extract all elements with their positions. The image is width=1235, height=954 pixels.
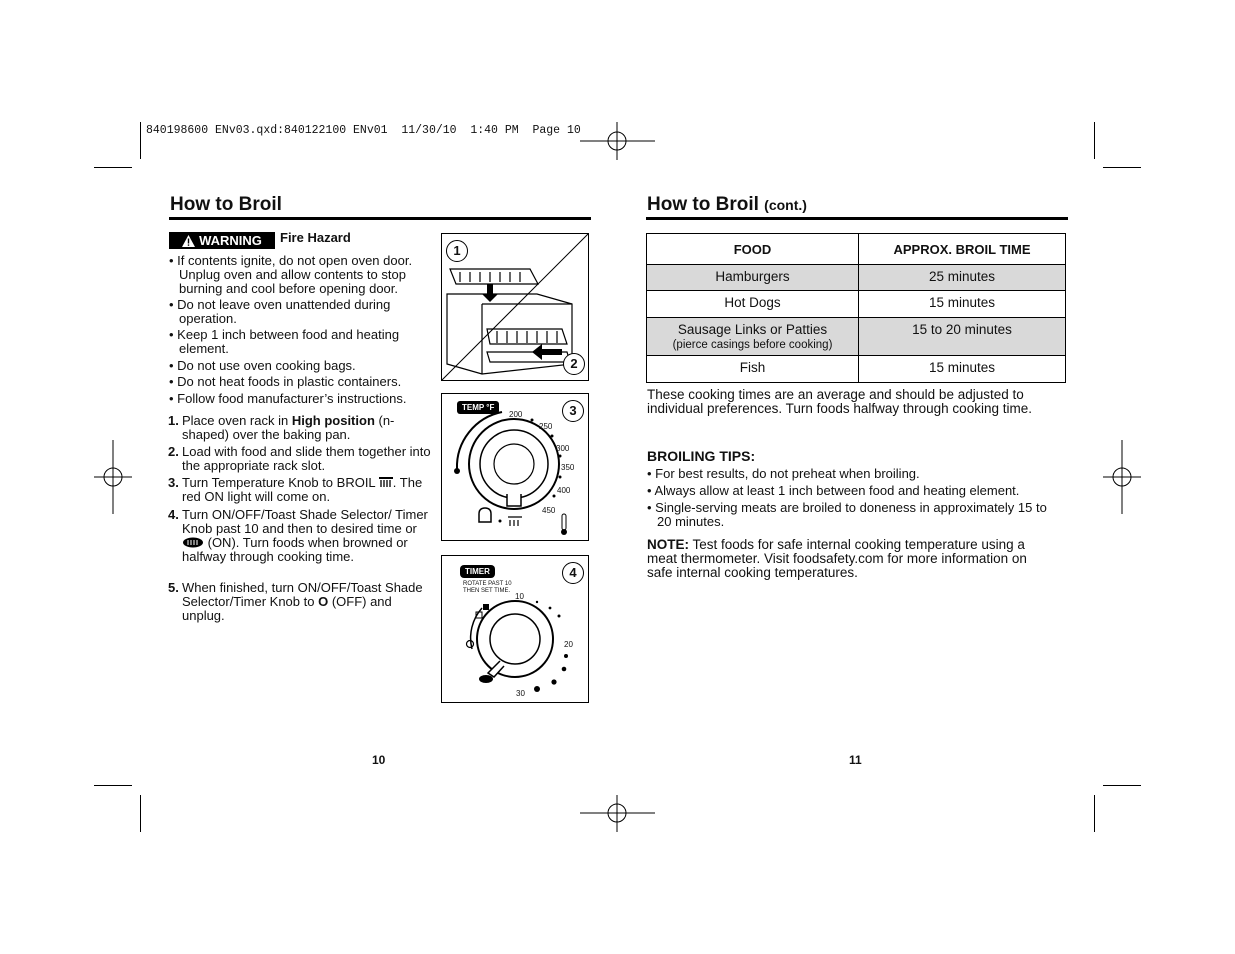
figure-rack-illustration xyxy=(441,233,589,381)
warning-bullets xyxy=(169,254,434,296)
temp-tick: 300 xyxy=(556,444,570,453)
warning-badge xyxy=(169,232,275,249)
temp-label: TEMP °F xyxy=(457,401,499,414)
table-header-row xyxy=(647,234,1066,265)
timer-note: ROTATE PAST 10 THEN SET TIME. xyxy=(463,581,512,594)
timer-tick: 30 xyxy=(516,689,525,698)
temp-tick: 250 xyxy=(539,422,553,431)
cooking-times-note: These cooking times are an average and should be adjusted to individual preferences. Turn foods halfway through cooking time. xyxy=(647,387,1032,416)
warning-label: WARNING xyxy=(199,233,262,248)
broil-icon xyxy=(379,477,393,488)
bullet-item: • Follow food manufacturer’s instructions. xyxy=(169,391,407,406)
temp-tick: 350 xyxy=(561,463,575,472)
warning-triangle-icon xyxy=(182,235,195,247)
temp-tick: 450 xyxy=(542,506,556,515)
broil-time-table xyxy=(646,233,1066,383)
timer-label: TIMER xyxy=(460,565,495,578)
table-header-time: APPROX. BROIL TIME xyxy=(859,234,1066,265)
figure-number: 1 xyxy=(446,240,468,262)
table-row: Sausage Links or Patties (pierce casings before cooking) 15 to 20 minutes xyxy=(647,318,1066,356)
step-2: 2. Load with food and slide them together into the appropriate rack slot. xyxy=(168,444,431,473)
figure-number: 3 xyxy=(562,400,584,422)
table-header-food: FOOD xyxy=(647,234,859,265)
bullet-item: • Keep 1 inch between food and heating element. xyxy=(169,327,400,356)
temp-tick: 200 xyxy=(509,410,523,419)
step-1: 1. Place oven rack in High position (n-shaped) over the baking pan. xyxy=(168,413,395,442)
bullet-item: • Do not heat foods in plastic containers. xyxy=(169,374,402,389)
bullet-item: • If contents ignite, do not open oven door. Unplug oven and allow contents to stop burning and cool before opening door. xyxy=(169,253,413,296)
left-page-title: How to Broil xyxy=(170,194,282,215)
fire-hazard-label: Fire Hazard xyxy=(280,230,351,245)
figure-timer-knob xyxy=(441,555,589,703)
right-title-rule xyxy=(646,217,1068,220)
timer-tick: 10 xyxy=(515,592,524,601)
figure-number: 2 xyxy=(563,353,585,375)
thermometer-note: NOTE: Test foods for safe internal cooking temperature using a meat thermometer. Visit foodsafety.com for more information on safe internal cooking temperatures. xyxy=(647,537,1027,580)
step-5: 5. When finished, turn ON/OFF/Toast Shade Selector/Timer Knob to O (OFF) and unplug. xyxy=(168,580,423,623)
tip-item: • For best results, do not preheat when broiling. xyxy=(647,466,920,481)
bullet-item: • Do not leave oven unattended during operation. xyxy=(169,297,391,326)
timer-tick: 20 xyxy=(564,640,573,649)
table-row: Hamburgers 25 minutes xyxy=(647,265,1066,291)
broiling-tips-title: BROILING TIPS: xyxy=(647,448,756,464)
step-4: 4. Turn ON/OFF/Toast Shade Selector/ Timer Knob past 10 and then to desired time or (ON). Turn foods when browned or halfway through cooking time. xyxy=(168,507,428,564)
right-page-title: How to Broil (cont.) xyxy=(647,194,807,215)
page-number-left: 10 xyxy=(372,753,386,767)
figure-number: 4 xyxy=(562,562,584,584)
step-3: 3. Turn Temperature Knob to BROIL . The red ON light will come on. xyxy=(168,475,423,504)
left-title-rule xyxy=(169,217,591,220)
temp-tick: 400 xyxy=(557,486,571,495)
tip-item: • Single-serving meats are broiled to doneness in approximately 15 to 20 minutes. xyxy=(647,500,1047,529)
bullet-item: • Do not use oven cooking bags. xyxy=(169,358,356,373)
tip-item: • Always allow at least 1 inch between food and heating element. xyxy=(647,483,1020,498)
table-row: Hot Dogs 15 minutes xyxy=(647,291,1066,318)
print-slug: 840198600 ENv03.qxd:840122100 ENv01 11/30/10 1:40 PM Page 10 xyxy=(146,124,581,137)
stay-on-icon xyxy=(182,537,204,548)
page-number-right: 11 xyxy=(849,753,862,767)
figure-temperature-knob xyxy=(441,393,589,541)
table-row: Fish 15 minutes xyxy=(647,356,1066,383)
